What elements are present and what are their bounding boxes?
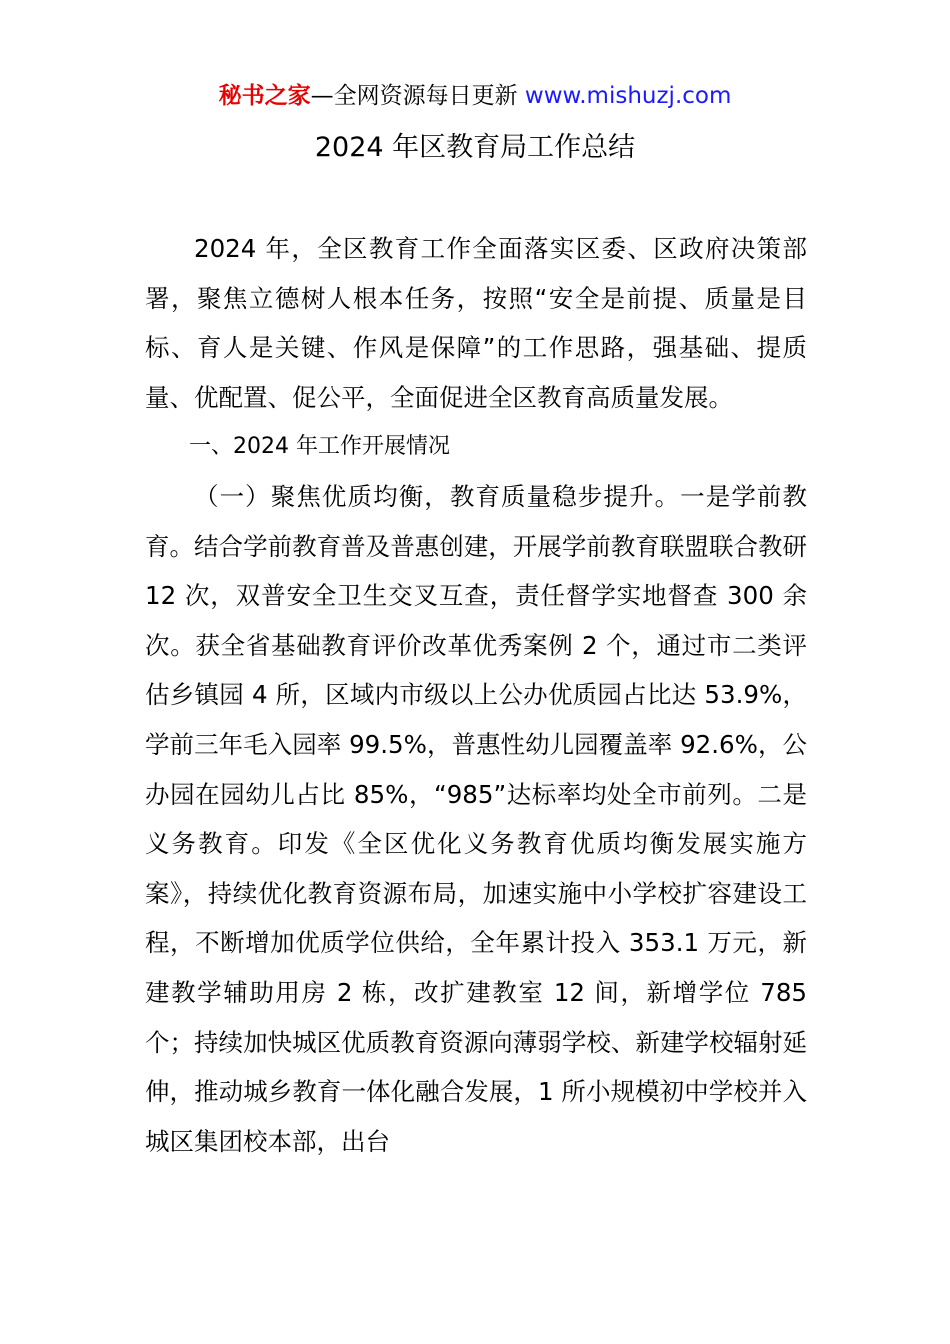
brand-name: 秘书之家 bbox=[218, 83, 311, 109]
site-header bbox=[0, 80, 950, 112]
body-paragraph: （一）聚焦优质均衡，教育质量稳步提升。一是学前教育。结合学前教育普及普惠创建，开展学前教育联盟联合教研 12 次，双普安全卫生交叉互查，责任督学实地督查 300 余次。获全省基础教育评价改革优秀案例 2 个，通过市二类评估乡镇园 4 所，区域内市级以上公办优质园占比达 53.9%，学前三年毛入园率 99.5%，普惠性幼儿园覆盖率 92.6%，公办园在园幼儿占比 85%，“985”达标率均处全市前列。二是义务教育。印发《全区优化义务教育优质均衡发展实施方案》，持续优化教育资源布局，加速实施中小学校扩容建设工程，不断增加优质学位供给，全年累计投入 353.1 万元，新建教学辅助用房 2 栋，改扩建教室 12 间，新增学位 785 个；持续加快城区优质教育资源向薄弱学校、新建学校辐射延伸，推动城乡教育一体化融合发展，1 所小规模初中学校并入城区集团校本部，出台 bbox=[145, 481, 807, 1156]
site-url-link[interactable]: www.mishuzj.com bbox=[524, 83, 732, 109]
document-title: 2024 年区教育局工作总结 bbox=[314, 132, 636, 163]
document-body bbox=[145, 224, 807, 1166]
section-heading: 一、2024 年工作开展情况 bbox=[189, 434, 450, 460]
header-tagline: —全网资源每日更新 bbox=[310, 83, 525, 109]
intro-paragraph: 2024 年，全区教育工作全面落实区委、区政府决策部署，聚焦立德树人根本任务，按照“安全是前提、质量是目标、育人是关键、作风是保障”的工作思路，强基础、提质量、优配置、促公平，全面促进全区教育高质量发展。 bbox=[145, 234, 807, 412]
